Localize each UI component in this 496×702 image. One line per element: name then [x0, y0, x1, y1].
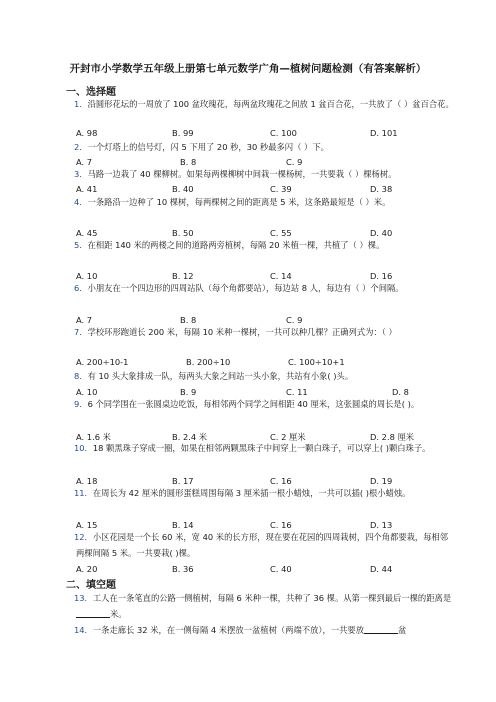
option-a[interactable]: A. 15 — [76, 520, 98, 530]
question-8: 8．有 10 头大象排成一队，每两头大象之间站一头小象，共站有小象( )头。 — [74, 371, 354, 381]
option-a[interactable]: A. 10 — [76, 271, 98, 281]
answer-blank[interactable] — [364, 625, 398, 634]
section-heading-fill: 二、填空题 — [66, 580, 116, 591]
question-14: 14．一条走廊长 32 米，在一侧每隔 4 米摆放一盆植树（两端不放），一共要放 盆 — [74, 625, 407, 635]
option-a[interactable]: A. 20 — [76, 564, 98, 574]
option-c[interactable]: C. 14 — [270, 271, 292, 281]
options-1 — [76, 128, 456, 140]
option-c[interactable]: C. 39 — [270, 184, 292, 194]
option-b[interactable]: B. 12 — [172, 271, 194, 281]
option-c[interactable]: C. 16 — [270, 520, 292, 530]
option-b[interactable]: B. 8 — [180, 315, 197, 325]
option-b[interactable]: B. 17 — [172, 476, 194, 486]
option-d[interactable]: D. 101 — [370, 128, 398, 138]
option-c[interactable]: C. 2 厘米 — [270, 432, 306, 442]
option-d[interactable]: D. 19 — [370, 476, 393, 486]
option-c[interactable]: C. 55 — [270, 228, 292, 238]
option-d[interactable]: D. 2.8 厘米 — [370, 432, 415, 442]
option-b[interactable]: B. 200÷10 — [186, 357, 231, 367]
option-d[interactable]: D. 8 — [392, 387, 409, 397]
option-d[interactable]: D. 40 — [370, 228, 393, 238]
option-a[interactable]: A. 18 — [76, 476, 98, 486]
question-13: 13．工人在一条笔直的公路一侧植树，每隔 6 米种一棵，共种了 36 棵。从第一棵到最后一棵的距离是米。 — [74, 593, 452, 619]
question-5: 5．在相距 140 米的两楼之间的道路两旁植树，每隔 20 米植一棵，共植了（ ）棵。 — [74, 240, 385, 250]
question-7: 7．学校环形跑道长 200 米，每隔 10 米种一棵树，一共可以种几棵？正确列式为：（ ） — [74, 327, 397, 337]
option-c[interactable]: C. 100÷10+1 — [288, 357, 345, 367]
option-c[interactable]: C. 11 — [286, 387, 308, 397]
option-b[interactable]: B. 36 — [172, 564, 194, 574]
question-4: 4．一条路沿一边种了 10 棵树，每两棵树之间的距离是 5 米，这条路最短是（ ）米。 — [74, 197, 391, 207]
option-d[interactable]: D. 44 — [370, 564, 393, 574]
option-c[interactable]: C. 9 — [286, 315, 303, 325]
option-b[interactable]: B. 9 — [180, 387, 197, 397]
options-7 — [76, 357, 456, 369]
question-12: 12．小区花园是一个长 60 米，宽 40 米的长方形，现在要在花园的四周栽树，四个角都要栽，每相邻两棵间隔 5 米。一共要栽( )棵。 — [74, 532, 449, 558]
question-9: 9．6 个同学围在一张圆桌边吃饭，每相邻两个同学之间相距 40 厘米，这张圆桌的周长是( )。 — [74, 399, 420, 409]
option-a[interactable]: A. 98 — [76, 128, 98, 138]
section-heading-choice: 一、选择题 — [66, 87, 116, 98]
question-2: 2．一个灯塔上的信号灯，闪 5 下用了 20 秒，30 秒最多闪（ ）下。 — [74, 142, 329, 152]
option-b[interactable]: B. 2.4 米 — [172, 432, 208, 442]
document-title: 开封市小学数学五年级上册第七单元数学广角—植树问题检测（有答案解析） — [69, 63, 427, 75]
option-b[interactable]: B. 8 — [180, 157, 197, 167]
option-a[interactable]: A. 7 — [76, 157, 93, 167]
option-a[interactable]: A. 10 — [76, 387, 98, 397]
option-c[interactable]: C. 100 — [270, 128, 297, 138]
question-11: 11．在周长为 42 厘米的圆形蛋糕周围每隔 3 厘米插一根小蜡烛，一共可以插( )根小蜡烛。 — [74, 488, 411, 498]
option-c[interactable]: C. 16 — [270, 476, 292, 486]
question-10: 10．18 颗黑珠子穿成一圈，如果在相邻两颗黑珠子中间穿上一颗白珠子，可以穿上( )颗白珠子。 — [74, 443, 431, 453]
option-a[interactable]: A. 1.6 米 — [76, 432, 111, 442]
option-a[interactable]: A. 7 — [76, 315, 93, 325]
option-c[interactable]: C. 40 — [270, 564, 292, 574]
question-1: 1．沿圆形花坛的一周放了 100 盆玫瑰花，每两盆玫瑰花之间放 1 盆百合花，一共放了（ ）盆百合花。 — [74, 99, 454, 109]
option-d[interactable]: D. 16 — [370, 271, 393, 281]
answer-blank[interactable] — [76, 609, 110, 618]
option-a[interactable]: A. 41 — [76, 184, 98, 194]
question-3: 3．马路一边栽了 40 棵柳树。如果每两棵柳树中间栽一棵杨树，一共要栽（ ）棵杨树。 — [74, 169, 397, 179]
option-c[interactable]: C. 9 — [286, 157, 303, 167]
option-b[interactable]: B. 50 — [172, 228, 194, 238]
option-b[interactable]: B. 14 — [172, 520, 194, 530]
option-d[interactable]: D. 38 — [370, 184, 393, 194]
option-a[interactable]: A. 200÷10-1 — [76, 357, 129, 367]
question-6: 6．小朋友在一个四边形的四周站队（每个角都要站），每边站 8 人，每边有（ ）个间隔。 — [74, 283, 404, 293]
options-12 — [76, 564, 456, 576]
option-d[interactable]: D. 13 — [370, 520, 393, 530]
option-b[interactable]: B. 40 — [172, 184, 194, 194]
option-a[interactable]: A. 45 — [76, 228, 98, 238]
option-b[interactable]: B. 99 — [172, 128, 194, 138]
